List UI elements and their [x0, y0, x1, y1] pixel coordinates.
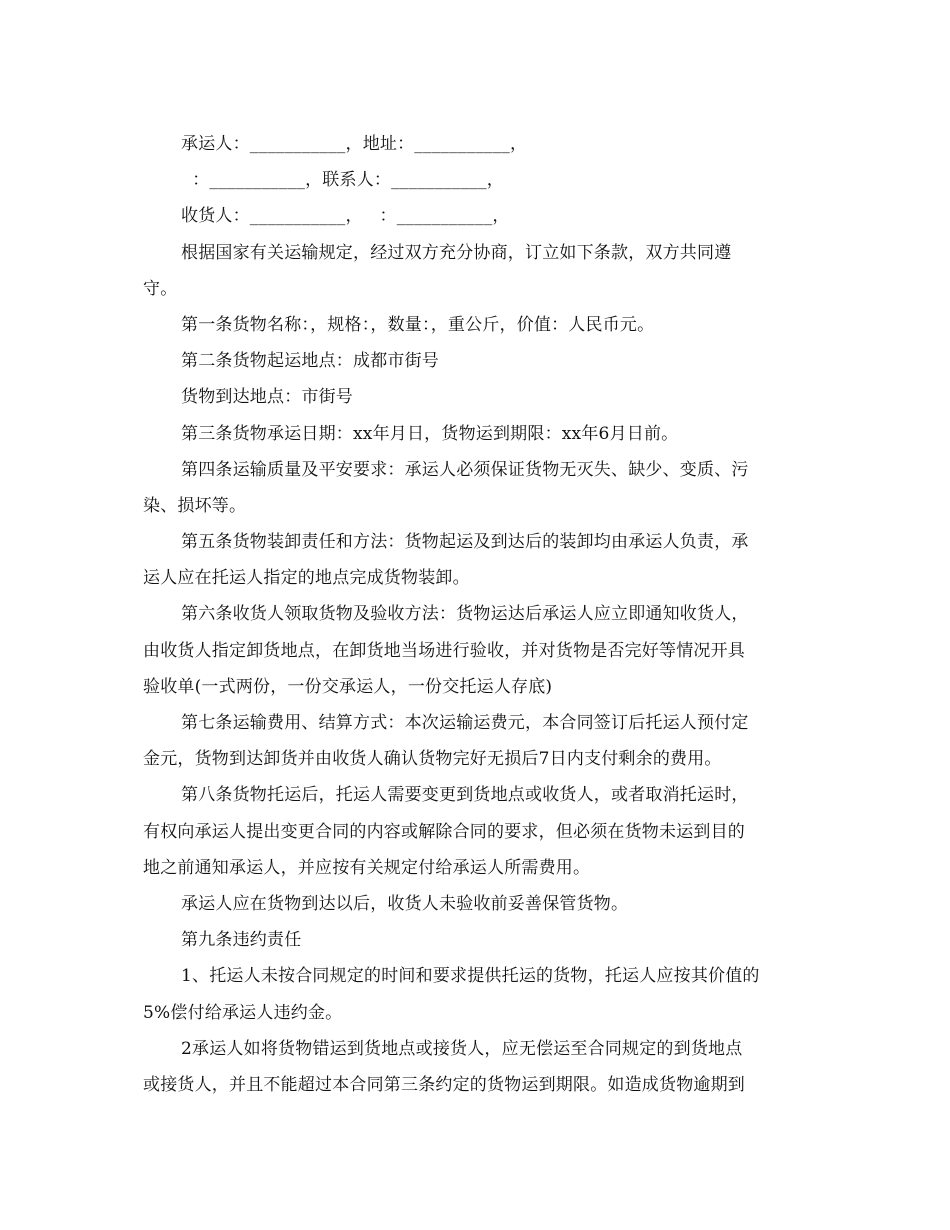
- article-6-cont-1: 由收货人指定卸货地点，在卸货地当场进行验收，并对货物是否完好等情况开具: [143, 640, 745, 661]
- article-6: 第六条收货人领取货物及验收方法：货物运达后承运人应立即通知收货人，: [181, 604, 749, 625]
- article-6-cont-2: 验收单(一式两份，一份交承运人，一份交托运人存底): [143, 676, 553, 697]
- carrier-custody-line: 承运人应在货物到达以后，收货人未验收前妥善保管货物。: [181, 893, 629, 914]
- article-5: 第五条货物装卸责任和方法：货物起运及到达后的装卸均由承运人负责，承: [181, 532, 749, 553]
- article-8-cont-2: 地之前通知承运人，并应按有关规定付给承运人所需费用。: [143, 857, 591, 878]
- article-5-cont: 运人应在托运人指定的地点完成货物装卸。: [143, 568, 470, 589]
- article-8: 第八条货物托运后，托运人需要变更到货地点或收货人，或者取消托运时，: [181, 785, 749, 806]
- consignee-line: 收货人：___________， ：___________，: [181, 206, 510, 227]
- carrier-line: 承运人：___________，地址：___________，: [181, 134, 528, 154]
- document-body: [143, 126, 803, 1103]
- article-9-clause-2: 2承运人如将货物错运到货地点或接货人，应无偿运至合同规定的到货地点: [181, 1038, 743, 1059]
- article-7: 第七条运输费用、结算方式：本次运输运费元，本合同签订后托运人预付定: [181, 713, 749, 733]
- contact-line: ：___________，联系人：___________，: [181, 170, 505, 191]
- article-9-heading: 第九条违约责任: [181, 930, 302, 951]
- article-8-cont-1: 有权向承运人提出变更合同的内容或解除合同的要求，但必须在货物未运到目的: [143, 821, 745, 842]
- article-9-clause-1: 1、托运人未按合同规定的时间和要求提供托运的货物，托运人应按其价值的: [181, 966, 760, 987]
- article-4-cont: 染、损坏等。: [143, 495, 247, 516]
- preamble-line: 根据国家有关运输规定，经过双方充分协商，订立如下条款，双方共同遵: [181, 242, 732, 263]
- article-2-destination: 货物到达地点：市街号: [181, 387, 353, 408]
- article-9-clause-2-cont: 或接货人，并且不能超过本合同第三条约定的货物运到期限。如造成货物逾期到: [143, 1074, 745, 1095]
- article-2: 第二条货物起运地点：成都市街号: [181, 351, 439, 372]
- article-4: 第四条运输质量及平安要求：承运人必须保证货物无灭失、缺少、变质、污: [181, 459, 749, 480]
- article-9-clause-1-cont: 5%偿付给承运人违约金。: [143, 1002, 343, 1023]
- article-3: 第三条货物承运日期：xx年月日，货物运到期限：xx年6月日前。: [181, 423, 679, 444]
- article-7-cont: 金元，货物到达卸货并由收货人确认货物完好无损后7日内支付剩余的费用。: [143, 749, 722, 770]
- article-1: 第一条货物名称：，规格：，数量：，重公斤，价值：人民币元。: [181, 314, 655, 335]
- preamble-line-cont: 守。: [143, 278, 178, 299]
